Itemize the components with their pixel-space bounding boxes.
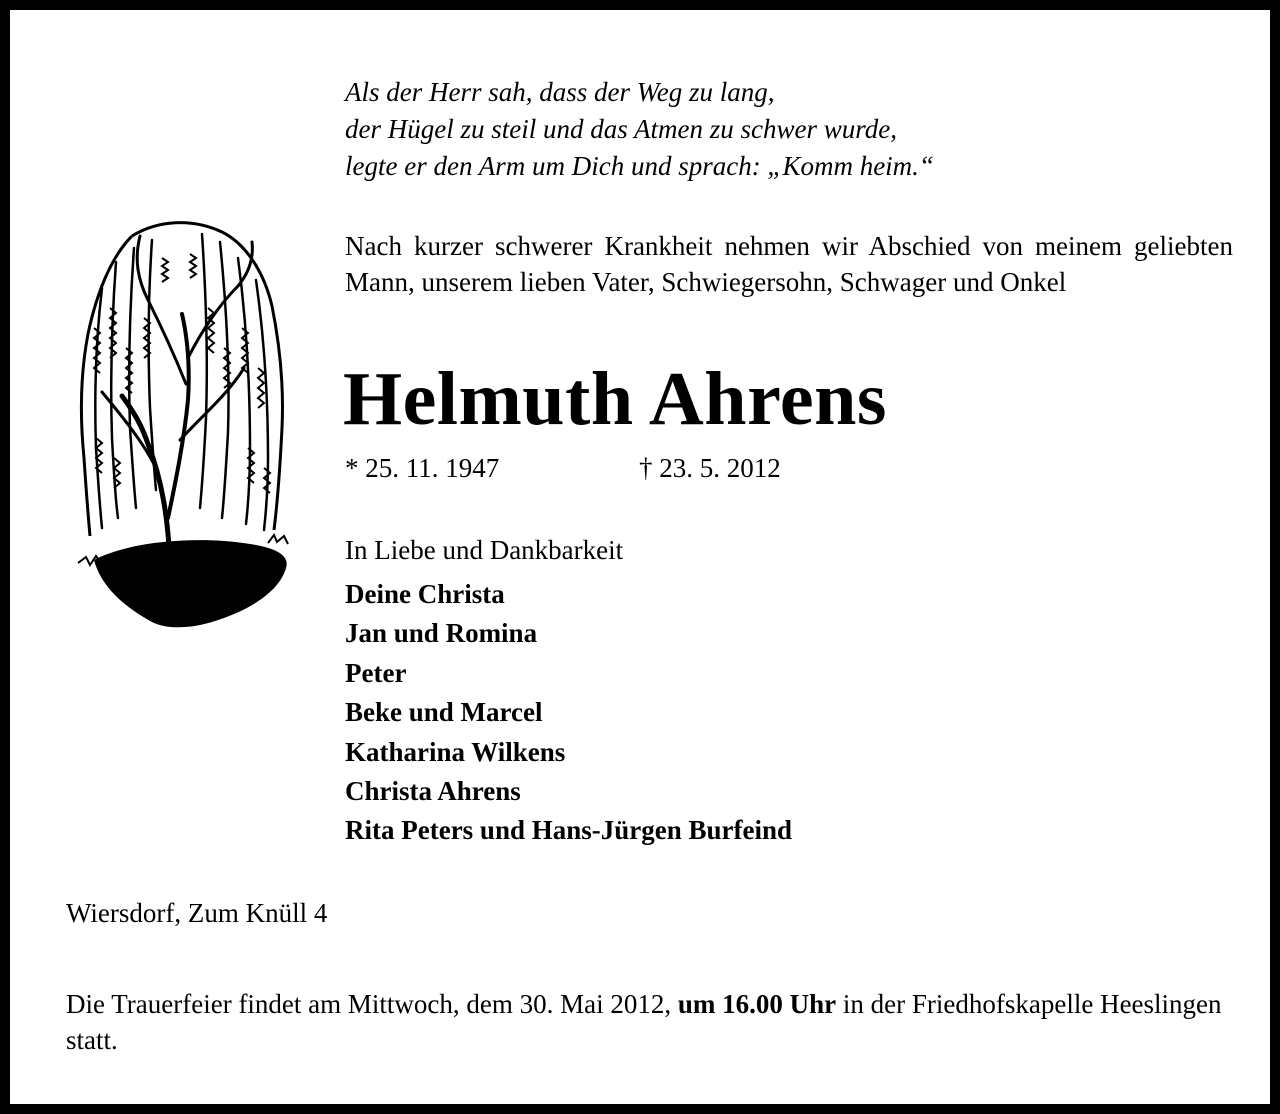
funeral-info bbox=[66, 986, 1231, 1058]
address: Wiersdorf, Zum Knüll 4 bbox=[66, 898, 328, 928]
intro-text: Nach kurzer schwerer Krankheit nehmen wir Abschied von meinem geliebten Mann, unserem lieben Vater, Schwiegersohn, Schwager und Onkel bbox=[345, 231, 1233, 297]
funeral-text-after: in der Friedhofskapelle Heeslingen statt. bbox=[66, 989, 1222, 1055]
mourners-list bbox=[345, 575, 792, 851]
weeping-willow-icon bbox=[72, 218, 294, 638]
poem-line: der Hügel zu steil und das Atmen zu schwer wurde, bbox=[345, 114, 897, 144]
funeral-time: um 16.00 Uhr bbox=[677, 989, 837, 1019]
funeral-text-before: Die Trauerfeier findet am Mittwoch, dem 30. Mai 2012, bbox=[66, 989, 678, 1019]
birth-date: * 25. 11. 1947 bbox=[345, 453, 500, 483]
poem bbox=[345, 74, 934, 185]
mourner-name: Beke und Marcel bbox=[345, 697, 543, 728]
mourner-name: Peter bbox=[345, 657, 407, 688]
mourner-name: Christa Ahrens bbox=[345, 775, 521, 806]
mourner-name: Deine Christa bbox=[345, 579, 505, 609]
poem-line: legte er den Arm um Dich und sprach: „Komm heim.“ bbox=[345, 151, 934, 181]
mourner-name: Rita Peters und Hans-Jürgen Burfeind bbox=[345, 815, 793, 846]
poem-line: Als der Herr sah, dass der Weg zu lang, bbox=[345, 77, 775, 107]
death-date: † 23. 5. 2012 bbox=[639, 453, 781, 483]
closing-line: In Liebe und Dankbarkeit bbox=[345, 535, 624, 565]
mourner-name: Katharina Wilkens bbox=[345, 736, 566, 767]
deceased-name: Helmuth Ahrens bbox=[343, 357, 888, 441]
mourner-name: Jan und Romina bbox=[345, 618, 538, 649]
